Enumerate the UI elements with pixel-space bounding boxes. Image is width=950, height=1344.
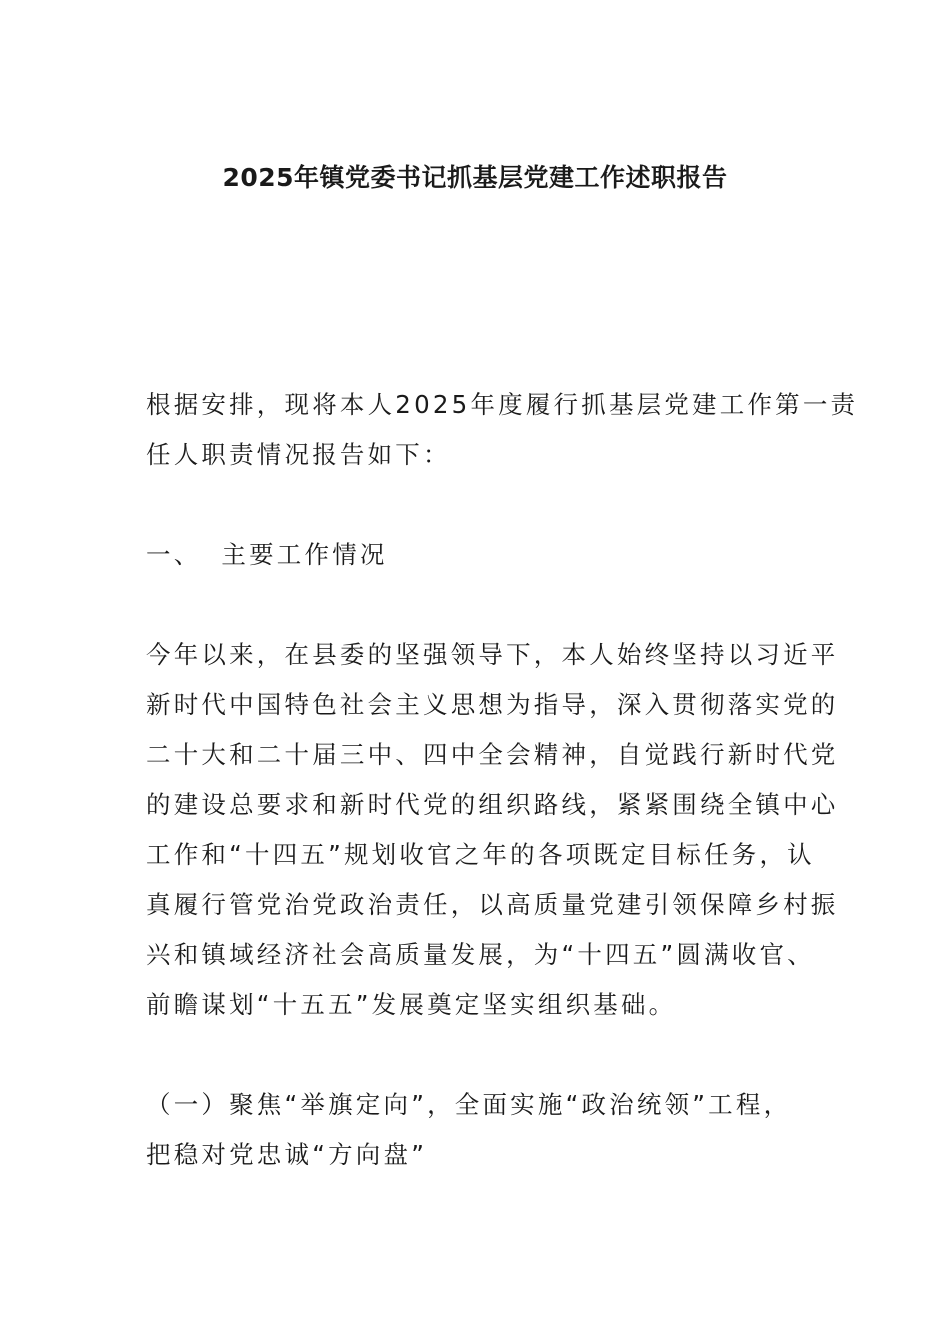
section-number: 一、 — [146, 540, 202, 569]
paragraph-line: 前瞻谋划“十五五”发展奠定坚实组织基础。 — [146, 990, 677, 1019]
intro-line: 根据安排，现将本人2025年度履行抓基层党建工作第一责 — [146, 390, 859, 419]
section-heading — [146, 530, 816, 580]
intro-line: 任人职责情况报告如下： — [146, 440, 451, 469]
subsection-heading — [146, 1080, 816, 1180]
section-title: 主要工作情况 — [221, 540, 388, 569]
subsection-line: 把稳对党忠诚“方向盘” — [146, 1140, 428, 1169]
paragraph-line: 兴和镇域经济社会高质量发展，为“十四五”圆满收官、 — [146, 940, 815, 969]
paragraph-line: 新时代中国特色社会主义思想为指导，深入贯彻落实党的 — [146, 690, 839, 719]
paragraph-line: 的建设总要求和新时代党的组织路线，紧紧围绕全镇中心 — [146, 790, 839, 819]
body-paragraph — [146, 630, 839, 1030]
paragraph-line: 今年以来，在县委的坚强领导下，本人始终坚持以习近平 — [146, 640, 839, 669]
document-title: 2025年镇党委书记抓基层党建工作述职报告 — [222, 163, 728, 192]
subsection-line: （一）聚焦“举旗定向”，全面实施“政治统领”工程， — [146, 1090, 792, 1119]
intro-paragraph — [146, 380, 859, 480]
paragraph-line: 二十大和二十届三中、四中全会精神，自觉践行新时代党 — [146, 740, 839, 769]
paragraph-line: 真履行管党治党政治责任，以高质量党建引领保障乡村振 — [146, 890, 839, 919]
paragraph-line: 工作和“十四五”规划收官之年的各项既定目标任务，认 — [146, 840, 815, 869]
